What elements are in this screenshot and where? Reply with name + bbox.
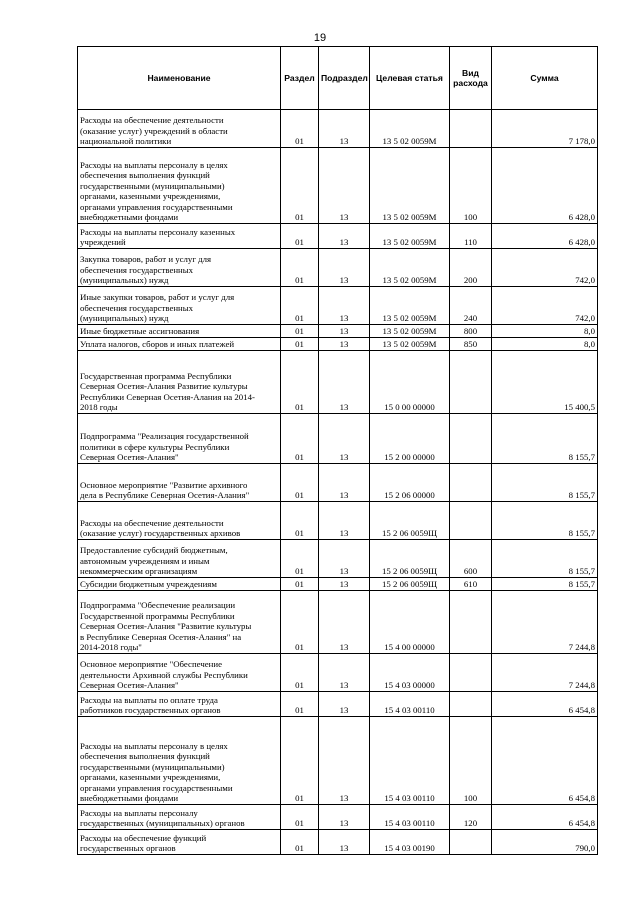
cell-name: Закупка товаров, работ и услуг для обеспечения государственных (муниципальных) нужд: [78, 249, 281, 287]
cell-section: 01: [281, 502, 319, 540]
cell-section: 01: [281, 805, 319, 830]
cell-name: Иные закупки товаров, работ и услуг для обеспечения государственных (муниципальных) нужд: [78, 287, 281, 325]
cell-subsection: 13: [319, 414, 370, 464]
cell-type: 610: [450, 578, 492, 591]
cell-section: 01: [281, 351, 319, 414]
table-row: [78, 717, 598, 805]
cell-subsection: 13: [319, 148, 370, 224]
table-row: [78, 502, 598, 540]
cell-subsection: 13: [319, 692, 370, 717]
cell-type: 100: [450, 148, 492, 224]
cell-type: [450, 692, 492, 717]
cell-target: 13 5 02 0059М: [370, 338, 450, 351]
header-section: Раздел: [281, 47, 319, 110]
cell-section: 01: [281, 148, 319, 224]
cell-section: 01: [281, 414, 319, 464]
table-row: [78, 578, 598, 591]
cell-target: 15 2 00 00000: [370, 414, 450, 464]
cell-name: Государственная программа Республики Северная Осетия-Алания Развитие культуры Республики Северная Осетия-Алания на 2014- 2018 годы: [78, 351, 281, 414]
cell-target: 15 2 06 0059Щ: [370, 502, 450, 540]
cell-amount: 6 428,0: [492, 224, 598, 249]
cell-amount: 6 428,0: [492, 148, 598, 224]
cell-target: 15 4 03 00000: [370, 654, 450, 692]
cell-section: 01: [281, 338, 319, 351]
cell-subsection: 13: [319, 110, 370, 148]
cell-amount: 742,0: [492, 287, 598, 325]
cell-amount: 790,0: [492, 830, 598, 855]
cell-name: Расходы на выплаты по оплате труда работников государственных органов: [78, 692, 281, 717]
cell-amount: 8,0: [492, 338, 598, 351]
cell-subsection: 13: [319, 654, 370, 692]
cell-subsection: 13: [319, 805, 370, 830]
cell-name: Уплата налогов, сборов и иных платежей: [78, 338, 281, 351]
cell-section: 01: [281, 540, 319, 578]
cell-name: Расходы на выплаты персоналу в целях обеспечения выполнения функций государственными (муниципальными) органами, казенными учреждениями, органами управления государственными внебюджетными фондами: [78, 717, 281, 805]
header-amount: Сумма: [492, 47, 598, 110]
cell-target: 15 2 06 0059Щ: [370, 578, 450, 591]
cell-name: Основное мероприятие "Обеспечение деятельности Архивной службы Республики Северная Осетия-Алания": [78, 654, 281, 692]
cell-name: Иные бюджетные ассигнования: [78, 325, 281, 338]
table-row: [78, 591, 598, 654]
cell-section: 01: [281, 717, 319, 805]
table-row: [78, 325, 598, 338]
cell-type: [450, 414, 492, 464]
cell-section: 01: [281, 464, 319, 502]
cell-type: [450, 110, 492, 148]
cell-name: Предоставление субсидий бюджетным, автономным учреждениям и иным некоммерческим организациям: [78, 540, 281, 578]
cell-target: 15 2 06 00000: [370, 464, 450, 502]
cell-subsection: 13: [319, 578, 370, 591]
cell-target: 13 5 02 0059М: [370, 110, 450, 148]
cell-amount: 742,0: [492, 249, 598, 287]
cell-section: 01: [281, 578, 319, 591]
cell-section: 01: [281, 249, 319, 287]
cell-target: 15 4 00 00000: [370, 591, 450, 654]
cell-type: [450, 654, 492, 692]
cell-subsection: 13: [319, 325, 370, 338]
cell-name: Основное мероприятие "Развитие архивного дела в Республике Северная Осетия-Алания": [78, 464, 281, 502]
cell-subsection: 13: [319, 287, 370, 325]
cell-section: 01: [281, 110, 319, 148]
cell-type: 850: [450, 338, 492, 351]
cell-name: Расходы на обеспечение деятельности (оказание услуг) учреждений в области национальной политики: [78, 110, 281, 148]
table-row: [78, 148, 598, 224]
cell-subsection: 13: [319, 224, 370, 249]
cell-name: Расходы на обеспечение деятельности (оказание услуг) государственных архивов: [78, 502, 281, 540]
cell-section: 01: [281, 325, 319, 338]
cell-section: 01: [281, 830, 319, 855]
cell-target: 15 4 03 00110: [370, 717, 450, 805]
cell-target: 15 4 03 00110: [370, 692, 450, 717]
cell-subsection: 13: [319, 464, 370, 502]
cell-type: 240: [450, 287, 492, 325]
cell-name: Расходы на выплаты персоналу казенных учреждений: [78, 224, 281, 249]
cell-amount: 8 155,7: [492, 414, 598, 464]
cell-subsection: 13: [319, 338, 370, 351]
cell-target: 15 4 03 00110: [370, 805, 450, 830]
table-row: [78, 338, 598, 351]
table-row: [78, 414, 598, 464]
cell-target: 13 5 02 0059М: [370, 148, 450, 224]
cell-subsection: 13: [319, 249, 370, 287]
cell-type: [450, 464, 492, 502]
cell-target: 13 5 02 0059М: [370, 325, 450, 338]
cell-name: Расходы на выплаты персоналу государственных (муниципальных) органов: [78, 805, 281, 830]
cell-subsection: 13: [319, 351, 370, 414]
table-row: [78, 805, 598, 830]
table-header-row: [78, 47, 598, 110]
cell-target: 13 5 02 0059М: [370, 249, 450, 287]
table-row: [78, 692, 598, 717]
cell-target: 13 5 02 0059М: [370, 287, 450, 325]
cell-section: 01: [281, 654, 319, 692]
header-subsection: Подраздел: [319, 47, 370, 110]
cell-subsection: 13: [319, 830, 370, 855]
cell-type: 800: [450, 325, 492, 338]
table-row: [78, 830, 598, 855]
cell-amount: 8 155,7: [492, 464, 598, 502]
cell-subsection: 13: [319, 502, 370, 540]
cell-type: 100: [450, 717, 492, 805]
cell-amount: 7 244,8: [492, 591, 598, 654]
cell-name: Расходы на обеспечение функций государственных органов: [78, 830, 281, 855]
cell-amount: 7 178,0: [492, 110, 598, 148]
table-row: [78, 224, 598, 249]
cell-amount: 8 155,7: [492, 540, 598, 578]
cell-target: 15 2 06 0059Щ: [370, 540, 450, 578]
cell-amount: 15 400,5: [492, 351, 598, 414]
cell-section: 01: [281, 591, 319, 654]
cell-type: 600: [450, 540, 492, 578]
cell-type: 200: [450, 249, 492, 287]
cell-amount: 6 454,8: [492, 692, 598, 717]
cell-type: 110: [450, 224, 492, 249]
cell-section: 01: [281, 224, 319, 249]
budget-table: [77, 46, 598, 855]
cell-section: 01: [281, 692, 319, 717]
table-row: [78, 351, 598, 414]
table-row: [78, 249, 598, 287]
cell-amount: 6 454,8: [492, 717, 598, 805]
cell-amount: 6 454,8: [492, 805, 598, 830]
cell-name: Подпрограмма "Реализация государственной политики в сфере культуры Республики Северная Осетия-Алания": [78, 414, 281, 464]
cell-type: 120: [450, 805, 492, 830]
cell-subsection: 13: [319, 717, 370, 805]
table-row: [78, 464, 598, 502]
cell-name: Расходы на выплаты персоналу в целях обеспечения выполнения функций государственными (муниципальными) органами, казенными учреждениями, органами управления государственными внебюджетными фондами: [78, 148, 281, 224]
cell-amount: 8 155,7: [492, 578, 598, 591]
cell-subsection: 13: [319, 540, 370, 578]
header-type: Вид расхода: [450, 47, 492, 110]
cell-section: 01: [281, 287, 319, 325]
header-target: Целевая статья: [370, 47, 450, 110]
cell-amount: 7 244,8: [492, 654, 598, 692]
cell-amount: 8 155,7: [492, 502, 598, 540]
cell-name: Субсидии бюджетным учреждениям: [78, 578, 281, 591]
cell-target: 13 5 02 0059М: [370, 224, 450, 249]
cell-name: Подпрограмма "Обеспечение реализации Государственной программы Республики Северная Осетия-Алания "Развитие культуры в Республике Северная Осетия-Алания" на 2014-2018 годы": [78, 591, 281, 654]
cell-type: [450, 502, 492, 540]
cell-type: [450, 351, 492, 414]
cell-subsection: 13: [319, 591, 370, 654]
page-number: 19: [313, 32, 327, 44]
table-row: [78, 287, 598, 325]
cell-amount: 8,0: [492, 325, 598, 338]
header-name: Наименование: [78, 47, 281, 110]
cell-target: 15 4 03 00190: [370, 830, 450, 855]
table-row: [78, 110, 598, 148]
table-row: [78, 654, 598, 692]
cell-target: 15 0 00 00000: [370, 351, 450, 414]
cell-type: [450, 830, 492, 855]
table-row: [78, 540, 598, 578]
cell-type: [450, 591, 492, 654]
